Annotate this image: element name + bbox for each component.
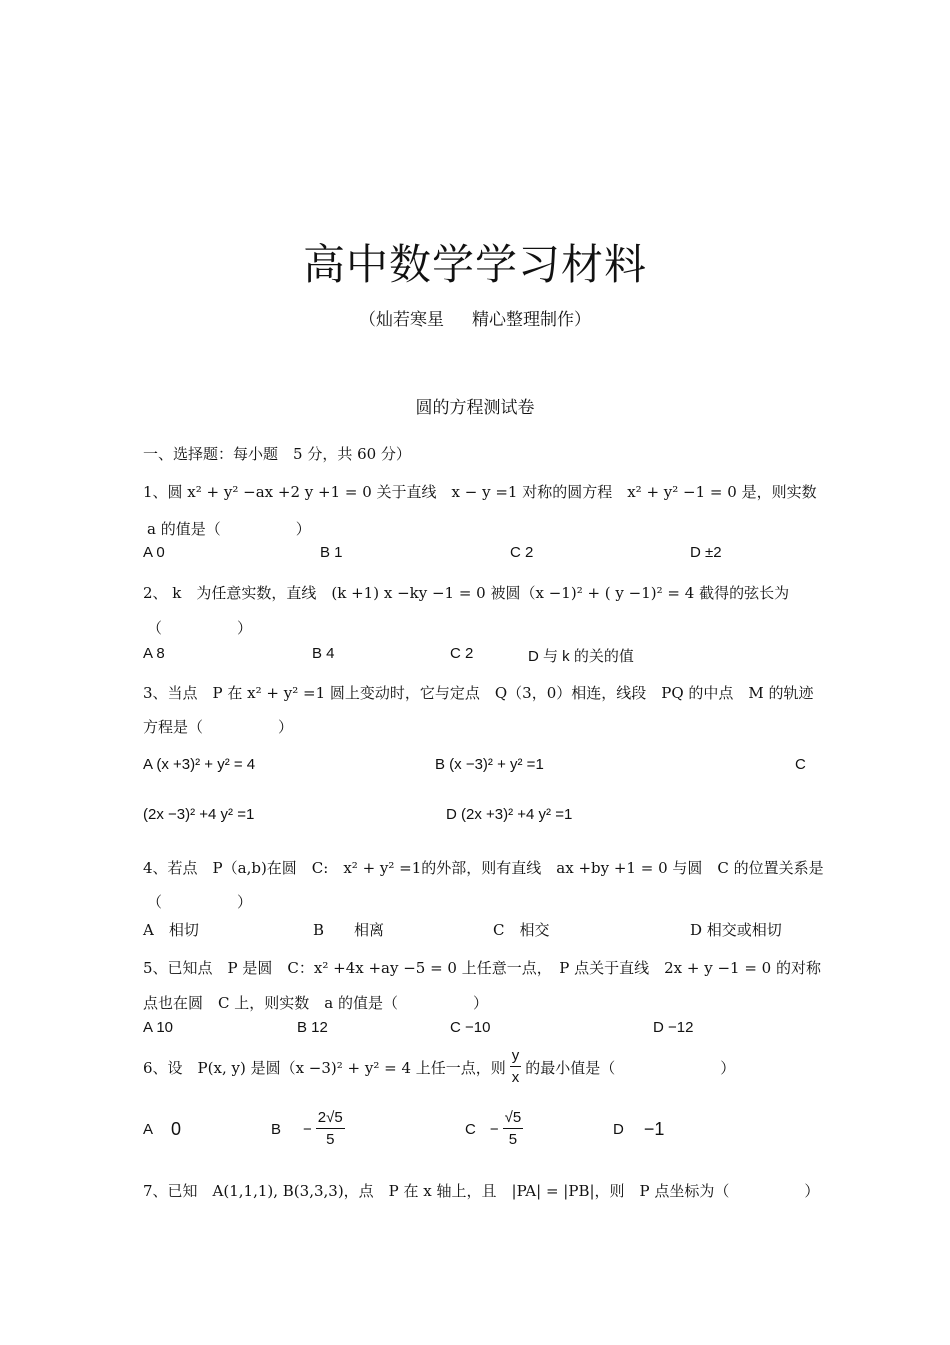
q2-stem-line2: （ ） bbox=[147, 619, 253, 637]
q1-option-c: C 2 bbox=[510, 544, 534, 561]
q6-option-a-value: 0 bbox=[171, 1118, 182, 1139]
q6-option-c-num: √5 bbox=[503, 1108, 524, 1129]
q5-option-b: B 12 bbox=[297, 1019, 328, 1036]
q5-option-d: D −12 bbox=[653, 1019, 694, 1036]
q4-option-d: D 相交或相切 bbox=[690, 921, 782, 939]
q6-option-d-label: D bbox=[613, 1120, 624, 1138]
q4-stem-line2: （ ） bbox=[147, 893, 253, 911]
q6-option-b bbox=[271, 1103, 345, 1155]
subtitle-right: 精心整理制作） bbox=[472, 310, 591, 330]
q5-option-c: C −10 bbox=[450, 1019, 491, 1036]
q6-option-c-sign: − bbox=[489, 1120, 499, 1138]
document-subtitle bbox=[0, 305, 950, 330]
q6-option-d bbox=[613, 1103, 664, 1155]
q3-option-b: B (x −3)² + y² =1 bbox=[435, 756, 544, 773]
q1-option-a: A 0 bbox=[143, 544, 165, 561]
subtitle-left: （灿若寒星 bbox=[359, 310, 444, 330]
q1-option-b: B 1 bbox=[320, 544, 343, 561]
q6-stem-post: 的最小值是（ ） bbox=[525, 1058, 736, 1077]
q4-stem-line1: 4、若点 P（a,b)在圆 C: x² + y² =1的外部，则有直线 ax +by +1 = 0 与圆 C 的位置关系是 bbox=[143, 859, 824, 877]
q6-option-d-value: −1 bbox=[643, 1118, 665, 1139]
q1-stem-line1: 1、圆 x² + y² −ax +2 y +1 = 0 关于直线 x − y =1 对称的圆方程 x² + y² −1 = 0 是，则实数 bbox=[143, 483, 817, 501]
q6-stem-pre: 6、设 P(x, y) 是圆（x −3)² + y² = 4 上任一点，则 bbox=[143, 1058, 506, 1077]
q6-option-a-label: A bbox=[143, 1120, 154, 1138]
q6-frac-num: y bbox=[510, 1046, 522, 1067]
test-title: 圆的方程测试卷 bbox=[415, 398, 535, 418]
q6-option-c-den: 5 bbox=[508, 1130, 518, 1148]
q3-option-d: D (2x +3)² +4 y² =1 bbox=[446, 806, 573, 823]
q5-option-a: A 10 bbox=[143, 1019, 174, 1036]
q4-option-b: B 相离 bbox=[313, 921, 385, 939]
q6-option-c-label: C bbox=[465, 1120, 476, 1138]
q3-stem-line1: 3、当点 P 在 x² + y² =1 圆上变动时，它与定点 Q（3，0）相连，线段 PQ 的中点 M 的轨迹 bbox=[143, 684, 814, 702]
q6-option-b-den: 5 bbox=[326, 1130, 335, 1148]
q5-stem-line2: 点也在圆 C 上，则实数 a 的值是（ ） bbox=[143, 994, 488, 1012]
q4-option-c: C 相交 bbox=[493, 921, 550, 939]
q3-option-c-label: C bbox=[795, 756, 806, 773]
q6-option-b-fraction bbox=[316, 1108, 345, 1151]
q5-stem-line1: 5、已知点 P 是圆 C：x² +4x +ay −5 = 0 上任意一点， P 点关于直线 2x + y −1 = 0 的对称 bbox=[143, 959, 821, 977]
q1-option-d: D ±2 bbox=[690, 544, 722, 561]
q6-option-b-sign: − bbox=[303, 1120, 312, 1138]
q2-option-b: B 4 bbox=[312, 645, 335, 662]
q2-option-c: C 2 bbox=[450, 645, 474, 662]
q6-option-b-label: B bbox=[271, 1120, 282, 1138]
q2-option-d: D 与 k 的关的值 bbox=[528, 648, 634, 665]
section-header: 一、选择题：每小题 5 分，共 60 分） bbox=[143, 445, 411, 463]
q6-frac-den: x bbox=[511, 1068, 520, 1086]
q6-option-b-num: 2√5 bbox=[316, 1108, 345, 1129]
q7-stem-line1: 7、已知 A(1,1,1), B(3,3,3)，点 P 在 x 轴上，且 |PA| = |PB|，则 P 点坐标为（ ） bbox=[143, 1182, 820, 1200]
q1-stem-line2: a 的值是（ ） bbox=[147, 520, 311, 538]
q3-option-c: (2x −3)² +4 y² =1 bbox=[143, 806, 255, 823]
q6-option-c bbox=[465, 1103, 523, 1155]
q4-option-a: A 相切 bbox=[143, 921, 199, 939]
q2-stem-line1: 2、 k 为任意实数，直线 (k +1) x −ky −1 = 0 被圆（x −1)² + ( y −1)² = 4 截得的弦长为 bbox=[143, 584, 790, 602]
q6-option-a bbox=[143, 1103, 181, 1155]
q6-option-c-fraction bbox=[503, 1108, 524, 1151]
q6-stem bbox=[143, 1043, 735, 1091]
q3-stem-line2: 方程是（ ） bbox=[143, 718, 294, 736]
document-title: 高中数学学习材料 bbox=[302, 240, 647, 289]
q6-fraction bbox=[510, 1046, 522, 1089]
q2-option-a: A 8 bbox=[143, 645, 165, 662]
q3-option-a: A (x +3)² + y² = 4 bbox=[143, 756, 256, 773]
